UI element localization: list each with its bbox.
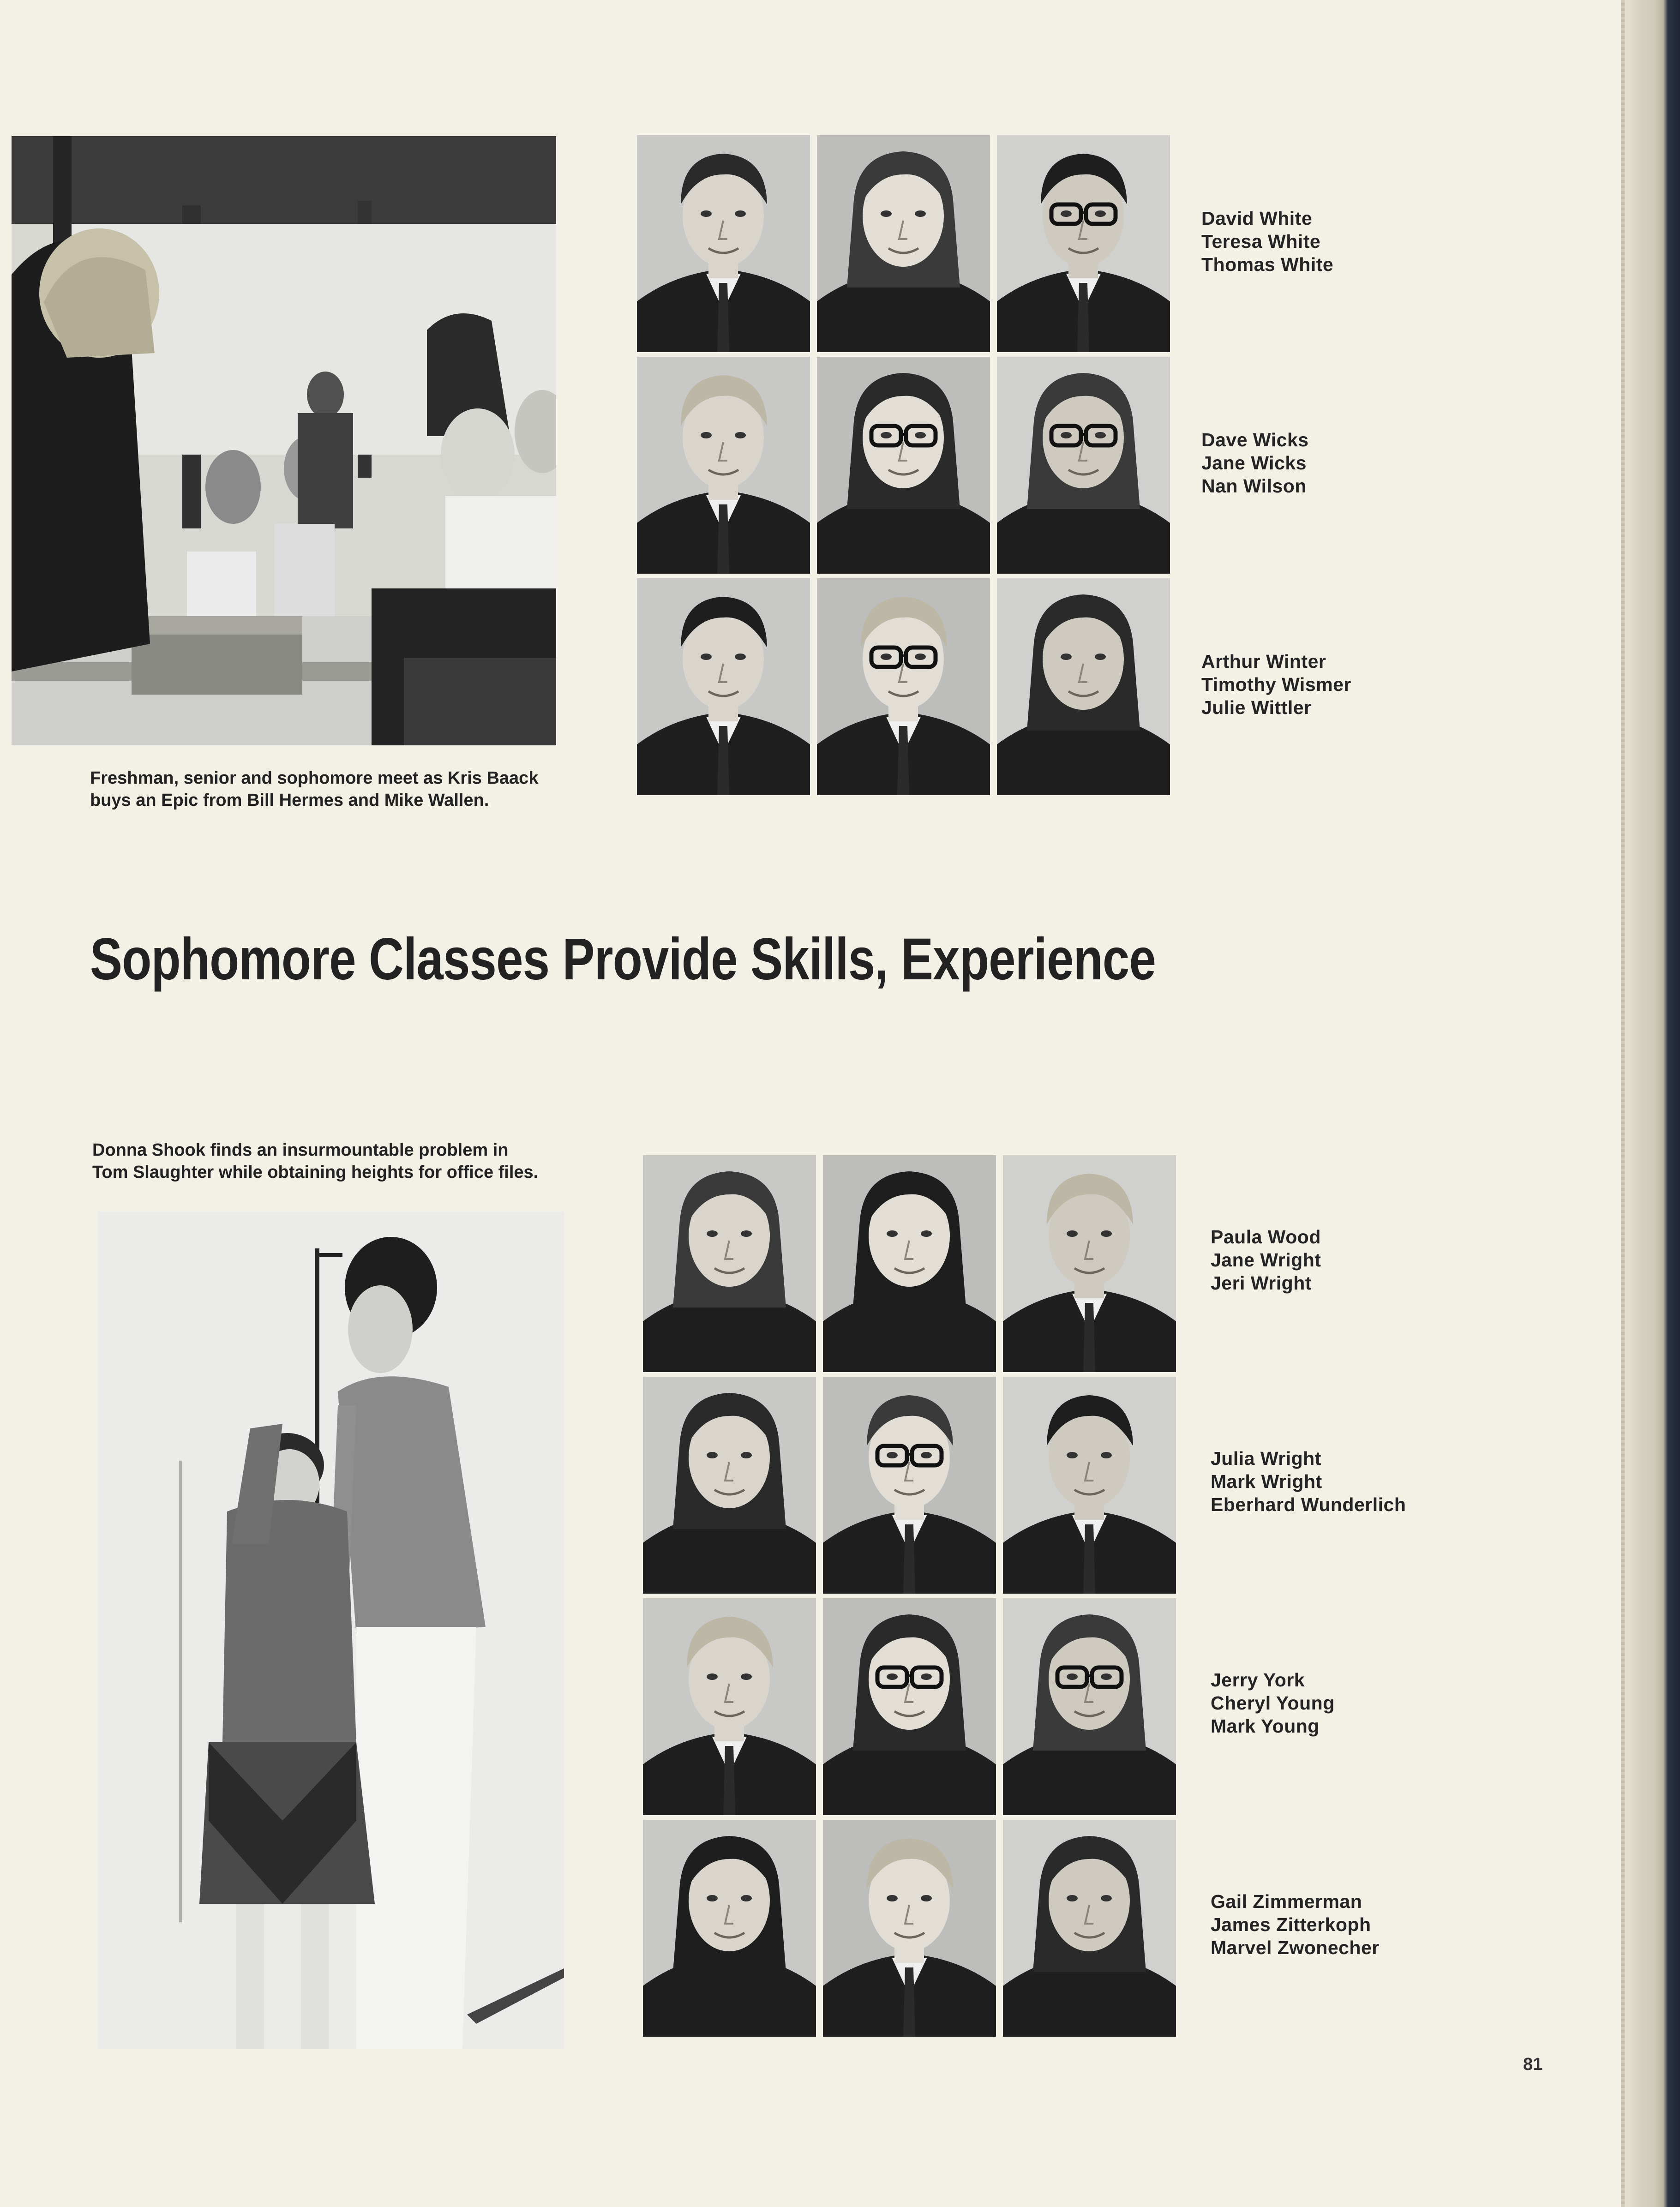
student-name: Jerry York xyxy=(1211,1669,1305,1691)
portrait-row-names xyxy=(1201,207,1333,276)
portrait-row-names xyxy=(1211,1225,1321,1295)
portrait-row-names xyxy=(1211,1890,1380,1959)
portrait-photo xyxy=(1003,1155,1176,1372)
portrait-photo xyxy=(643,1155,816,1372)
student-name: Arthur Winter xyxy=(1201,651,1326,672)
page-headline: Sophomore Classes Provide Skills, Experience xyxy=(90,926,1156,992)
portrait-photo xyxy=(823,1820,996,2037)
caption-line: Tom Slaughter while obtaining heights for office files. xyxy=(92,1163,539,1182)
portrait-photo xyxy=(823,1598,996,1815)
bottom-photo-caption xyxy=(92,1139,568,1183)
portrait-photo xyxy=(817,578,990,795)
portrait-row-names xyxy=(1201,428,1309,498)
student-name: Marvel Zwonecher xyxy=(1211,1937,1380,1958)
portrait-photo xyxy=(1003,1377,1176,1594)
student-name: Jane Wicks xyxy=(1201,452,1307,474)
student-name: Teresa White xyxy=(1201,231,1321,252)
student-name: James Zitterkoph xyxy=(1211,1914,1371,1935)
portrait-photo xyxy=(643,1377,816,1594)
student-name: Eberhard Wunderlich xyxy=(1211,1494,1406,1515)
student-name: Julie Wittler xyxy=(1201,697,1312,718)
portrait-photo xyxy=(1003,1598,1176,1815)
candid-photo-height-measurement xyxy=(98,1211,564,2049)
portrait-row-names xyxy=(1211,1447,1406,1516)
portrait-photo xyxy=(997,135,1170,352)
portrait-photo xyxy=(823,1377,996,1594)
student-name: David White xyxy=(1201,208,1313,229)
student-name: Gail Zimmerman xyxy=(1211,1891,1362,1912)
portrait-photo xyxy=(997,357,1170,574)
caption-line: buys an Epic from Bill Hermes and Mike Wallen. xyxy=(90,791,489,810)
student-name: Mark Young xyxy=(1211,1715,1320,1737)
caption-line: Freshman, senior and sophomore meet as Kris Baack xyxy=(90,768,539,788)
student-name: Nan Wilson xyxy=(1201,475,1307,497)
student-name: Timothy Wismer xyxy=(1201,674,1351,695)
portrait-photo xyxy=(637,578,810,795)
caption-line: Donna Shook finds an insurmountable problem in xyxy=(92,1140,509,1160)
portrait-photo xyxy=(643,1598,816,1815)
student-name: Jane Wright xyxy=(1211,1249,1321,1271)
portrait-row-names xyxy=(1211,1668,1335,1738)
top-photo-caption xyxy=(90,767,561,811)
portrait-photo xyxy=(637,135,810,352)
portrait-photo xyxy=(1003,1820,1176,2037)
student-name: Jeri Wright xyxy=(1211,1272,1312,1294)
student-name: Thomas White xyxy=(1201,254,1334,275)
portrait-photo xyxy=(817,357,990,574)
student-name: Dave Wicks xyxy=(1201,429,1309,450)
page-number: 81 xyxy=(1523,2055,1543,2074)
portrait-row-names xyxy=(1201,650,1351,719)
candid-photo-epic-sale xyxy=(12,136,556,745)
portrait-photo xyxy=(997,578,1170,795)
portrait-photo xyxy=(823,1155,996,1372)
student-name: Cheryl Young xyxy=(1211,1692,1335,1714)
student-name: Julia Wright xyxy=(1211,1448,1321,1469)
portrait-photo xyxy=(637,357,810,574)
portrait-photo xyxy=(643,1820,816,2037)
student-name: Mark Wright xyxy=(1211,1471,1322,1492)
book-spine xyxy=(1625,0,1680,2207)
portrait-photo xyxy=(817,135,990,352)
student-name: Paula Wood xyxy=(1211,1226,1321,1247)
